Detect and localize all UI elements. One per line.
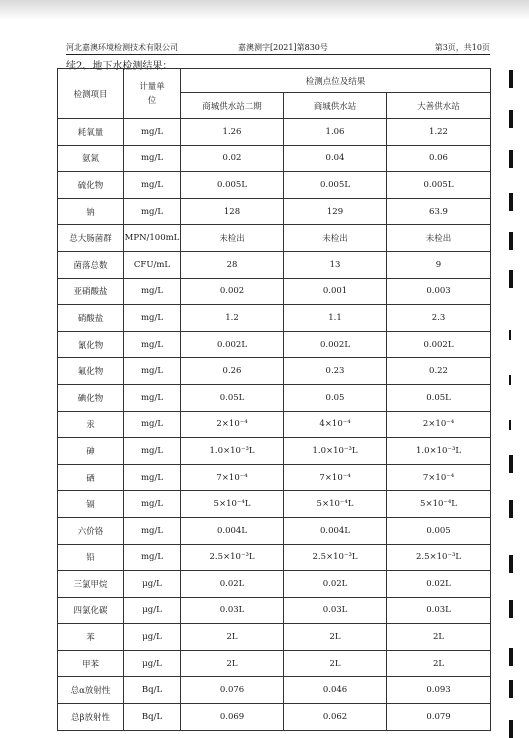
cell-unit: mg/L xyxy=(124,198,181,225)
table-row xyxy=(58,677,491,704)
table-row xyxy=(58,384,491,411)
cell-unit: Bq/L xyxy=(124,677,181,704)
table-row xyxy=(58,358,491,385)
margin-mark xyxy=(509,375,511,385)
table-row xyxy=(58,517,491,544)
cell-site-3: 2.3 xyxy=(387,305,491,332)
cell-site-1: 0.076 xyxy=(181,677,284,704)
cell-item: 三氯甲烷 xyxy=(58,571,124,598)
cell-site-3: 0.002L xyxy=(387,331,491,358)
margin-mark xyxy=(509,500,513,518)
margin-mark xyxy=(509,150,513,168)
cell-site-3: 未检出 xyxy=(387,225,491,252)
table-row xyxy=(58,650,491,677)
cell-site-3: 63.9 xyxy=(387,198,491,225)
margin-mark xyxy=(509,420,511,430)
header-unit xyxy=(124,69,181,119)
cell-item: 苯 xyxy=(58,624,124,651)
cell-site-1: 0.002L xyxy=(181,331,284,358)
header-site-group: 检测点位及结果 xyxy=(181,69,491,93)
table-row xyxy=(58,624,491,651)
cell-item: 硝酸盐 xyxy=(58,305,124,332)
cell-item: 砷 xyxy=(58,438,124,465)
table-row xyxy=(58,305,491,332)
header-site-3: 大善供水站 xyxy=(387,93,491,119)
cell-item: 氟化物 xyxy=(58,358,124,385)
margin-mark xyxy=(509,330,511,340)
cell-item: 耗氧量 xyxy=(58,119,124,146)
cell-site-2: 0.002L xyxy=(284,331,387,358)
cell-site-3: 0.093 xyxy=(387,677,491,704)
table-row xyxy=(58,172,491,199)
cell-site-1: 0.02L xyxy=(181,571,284,598)
margin-mark xyxy=(509,270,513,288)
cell-unit: μg/L xyxy=(124,571,181,598)
cell-site-3: 0.02L xyxy=(387,571,491,598)
cell-unit: CFU/mL xyxy=(124,251,181,278)
margin-mark xyxy=(509,720,513,738)
cell-site-2: 7×10⁻⁴ xyxy=(284,464,387,491)
cell-unit: mg/L xyxy=(124,305,181,332)
margin-mark xyxy=(509,232,513,250)
cell-item: 总β放射性 xyxy=(58,704,124,731)
cell-item: 六价铬 xyxy=(58,517,124,544)
cell-site-1: 7×10⁻⁴ xyxy=(181,464,284,491)
table-row xyxy=(58,438,491,465)
cell-site-1: 2×10⁻⁴ xyxy=(181,411,284,438)
table-row xyxy=(58,251,491,278)
cell-site-2: 0.02L xyxy=(284,571,387,598)
cell-site-2: 未检出 xyxy=(284,225,387,252)
header-site-1: 商城供水站二期 xyxy=(181,93,284,119)
table-row xyxy=(58,544,491,571)
cell-unit: Bq/L xyxy=(124,704,181,731)
cell-item: 钠 xyxy=(58,198,124,225)
cell-item: 硒 xyxy=(58,464,124,491)
cell-item: 铅 xyxy=(58,544,124,571)
cell-site-1: 0.26 xyxy=(181,358,284,385)
cell-unit: mg/L xyxy=(124,358,181,385)
page-header xyxy=(66,41,490,55)
cell-site-2: 2L xyxy=(284,624,387,651)
cell-site-2: 5×10⁻⁴L xyxy=(284,491,387,518)
cell-site-2: 1.1 xyxy=(284,305,387,332)
cell-site-3: 9 xyxy=(387,251,491,278)
cell-site-2: 0.005L xyxy=(284,172,387,199)
header-item: 检测项目 xyxy=(58,69,124,119)
margin-mark xyxy=(509,648,513,666)
company-name: 河北嘉澳环境检测技术有限公司 xyxy=(66,43,178,52)
groundwater-results-table xyxy=(57,68,491,731)
cell-site-3: 0.005L xyxy=(387,172,491,199)
cell-site-3: 5×10⁻⁴L xyxy=(387,491,491,518)
cell-item: 氨氮 xyxy=(58,145,124,172)
header-site-2: 商城供水站 xyxy=(284,93,387,119)
scan-edge-shadow xyxy=(0,0,529,20)
cell-site-1: 128 xyxy=(181,198,284,225)
cell-site-2: 0.062 xyxy=(284,704,387,731)
cell-site-3: 0.05L xyxy=(387,384,491,411)
cell-site-3: 2L xyxy=(387,624,491,651)
cell-site-3: 0.22 xyxy=(387,358,491,385)
cell-item: 汞 xyxy=(58,411,124,438)
margin-mark xyxy=(509,70,513,88)
cell-site-2: 2L xyxy=(284,650,387,677)
cell-site-3: 0.005 xyxy=(387,517,491,544)
cell-unit: μg/L xyxy=(124,650,181,677)
cell-site-1: 2.5×10⁻³L xyxy=(181,544,284,571)
cell-site-2: 0.046 xyxy=(284,677,387,704)
cell-item: 亚硝酸盐 xyxy=(58,278,124,305)
cell-site-1: 28 xyxy=(181,251,284,278)
cell-site-2: 1.0×10⁻³L xyxy=(284,438,387,465)
cell-site-2: 0.004L xyxy=(284,517,387,544)
cell-site-3: 0.06 xyxy=(387,145,491,172)
cell-unit: mg/L xyxy=(124,517,181,544)
cell-site-3: 1.0×10⁻³L xyxy=(387,438,491,465)
cell-unit: mg/L xyxy=(124,544,181,571)
cell-site-2: 0.05 xyxy=(284,384,387,411)
cell-unit: mg/L xyxy=(124,464,181,491)
section-title: 续2、地下水检测结果： xyxy=(66,61,173,72)
cell-site-3: 0.03L xyxy=(387,597,491,624)
cell-site-3: 2L xyxy=(387,650,491,677)
cell-item: 总大肠菌群 xyxy=(58,225,124,252)
table-row xyxy=(58,411,491,438)
cell-site-2: 1.06 xyxy=(284,119,387,146)
table-row xyxy=(58,225,491,252)
cell-site-1: 0.05L xyxy=(181,384,284,411)
cell-item: 四氯化碳 xyxy=(58,597,124,624)
page-number: 第3页，共10页 xyxy=(434,43,490,52)
cell-site-3: 0.079 xyxy=(387,704,491,731)
cell-site-2: 2.5×10⁻³L xyxy=(284,544,387,571)
margin-mark xyxy=(509,193,513,211)
cell-site-3: 1.22 xyxy=(387,119,491,146)
table-row xyxy=(58,198,491,225)
cell-site-1: 0.069 xyxy=(181,704,284,731)
cell-unit: μg/L xyxy=(124,597,181,624)
cell-site-1: 未检出 xyxy=(181,225,284,252)
header-unit-label: 计量单位 xyxy=(139,81,165,106)
table-row xyxy=(58,704,491,731)
table-row xyxy=(58,145,491,172)
cell-item: 硫化物 xyxy=(58,172,124,199)
cell-unit: mg/L xyxy=(124,384,181,411)
cell-site-1: 0.02 xyxy=(181,145,284,172)
cell-site-1: 2L xyxy=(181,650,284,677)
margin-mark xyxy=(509,110,513,128)
report-number: 嘉澳测字[2021]第830号 xyxy=(238,43,328,52)
cell-unit: mg/L xyxy=(124,119,181,146)
cell-site-2: 0.23 xyxy=(284,358,387,385)
table-row xyxy=(58,278,491,305)
margin-mark xyxy=(509,555,513,573)
cell-site-1: 5×10⁻⁴L xyxy=(181,491,284,518)
cell-item: 镉 xyxy=(58,491,124,518)
cell-site-3: 7×10⁻⁴ xyxy=(387,464,491,491)
cell-unit: mg/L xyxy=(124,411,181,438)
cell-site-1: 1.2 xyxy=(181,305,284,332)
margin-mark xyxy=(509,680,513,698)
cell-unit: mg/L xyxy=(124,331,181,358)
cell-site-1: 1.26 xyxy=(181,119,284,146)
table-row xyxy=(58,571,491,598)
cell-unit: mg/L xyxy=(124,145,181,172)
cell-site-3: 2×10⁻⁴ xyxy=(387,411,491,438)
cell-site-2: 13 xyxy=(284,251,387,278)
cell-site-1: 0.005L xyxy=(181,172,284,199)
table-row xyxy=(58,597,491,624)
cell-site-1: 0.004L xyxy=(181,517,284,544)
cell-site-2: 4×10⁻⁴ xyxy=(284,411,387,438)
cell-site-3: 0.003 xyxy=(387,278,491,305)
cell-site-1: 2L xyxy=(181,624,284,651)
cell-unit: MPN/100mL xyxy=(124,225,181,252)
cell-unit: mg/L xyxy=(124,278,181,305)
cell-unit: mg/L xyxy=(124,172,181,199)
table-row xyxy=(58,491,491,518)
cell-unit: μg/L xyxy=(124,624,181,651)
cell-site-1: 1.0×10⁻³L xyxy=(181,438,284,465)
cell-site-2: 0.03L xyxy=(284,597,387,624)
cell-site-1: 0.002 xyxy=(181,278,284,305)
margin-mark xyxy=(509,455,513,473)
table-row xyxy=(58,331,491,358)
table-row xyxy=(58,119,491,146)
cell-site-2: 0.001 xyxy=(284,278,387,305)
cell-item: 菌落总数 xyxy=(58,251,124,278)
cell-site-1: 0.03L xyxy=(181,597,284,624)
cell-unit: mg/L xyxy=(124,438,181,465)
table-row xyxy=(58,464,491,491)
cell-item: 总α放射性 xyxy=(58,677,124,704)
cell-item: 甲苯 xyxy=(58,650,124,677)
cell-site-2: 129 xyxy=(284,198,387,225)
cell-item: 氰化物 xyxy=(58,331,124,358)
cell-site-3: 2.5×10⁻³L xyxy=(387,544,491,571)
margin-mark xyxy=(509,600,513,618)
cell-site-2: 0.04 xyxy=(284,145,387,172)
cell-item: 碘化物 xyxy=(58,384,124,411)
cell-unit: mg/L xyxy=(124,491,181,518)
